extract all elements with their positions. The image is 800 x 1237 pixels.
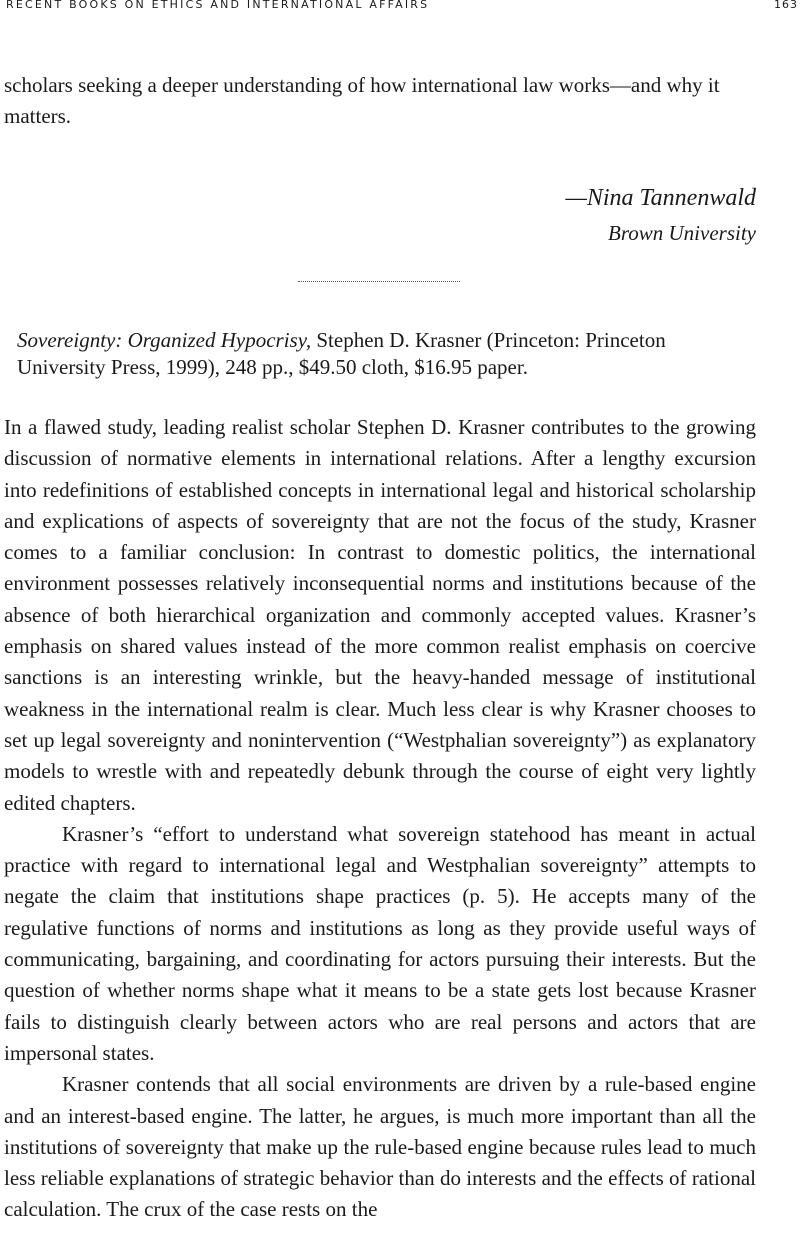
previous-review-closing-text: scholars seeking a deeper understanding of how international law works—and why it matters. [4,73,720,128]
running-title: RECENT BOOKS ON ETHICS AND INTERNATIONAL AFFAIRS [6,0,430,11]
review-paragraph: In a flawed study, leading realist scholar Stephen D. Krasner contributes to the growing discussion of normative elements in international relations. After a lengthy excursion into redefinitions of established concepts in international legal and historical scholarship and explications of aspects of sovereignty that are not the focus of the study, Krasner comes to a familiar conclusion: In contrast to domestic politics, the international environment possesses relatively inconsequential norms and institutions because of the absence of both hierarchical organization and commonly accepted values. Krasner’s emphasis on shared values instead of the more common realist emphasis on coercive sanctions is an interesting wrinkle, but the heavy-handed message of institutional weakness in the international realm is clear. Much less clear is why Krasner chooses to set up legal sovereignty and nonintervention (“Westphalian sovereignty”) as explanatory models to wrestle with and repeatedly debunk through the course of eight very lightly edited chapters. [4,415,756,815]
review-paragraph: Krasner’s “effort to understand what sovereign statehood has meant in actual practice with regard to international legal and Westphalian sovereignty” attempts to negate the claim that institutions shape practices (p. 5). He accepts many of the regulative functions of norms and institutions as long as they provide useful ways of communicating, bargaining, and coordinating for actors pursuing their interests. But the question of whether norms shape what it means to be a state gets lost because Krasner fails to distinguish clearly between actors who are real persons and actors that are impersonal states. [4,821,756,1065]
publication-details: Stephen D. Krasner (Princeton: Princeton University Press, 1999), 248 pp., $49.50 cloth, $16.95 paper. [17,328,666,379]
reviewer-affiliation: Brown University [608,221,756,245]
reviewer-name: —Nina Tannenwald [565,185,756,211]
running-head [0,0,800,16]
book-title: Sovereignty: Organized Hypocrisy, [17,328,312,352]
review-body [4,412,756,1226]
page-number: 163 [774,0,798,11]
book-citation [17,327,747,381]
section-divider [298,281,460,282]
review-paragraph: Krasner contends that all social environments are driven by a rule-based engine and an interest-based engine. The latter, he argues, is much more important than all the institutions of sovereignty that make up the rule-based engine because rules lead to much less reliable explanations of strategic behavior than do interests and the effects of rational calculation. The crux of the case rests on the [4,1072,756,1222]
